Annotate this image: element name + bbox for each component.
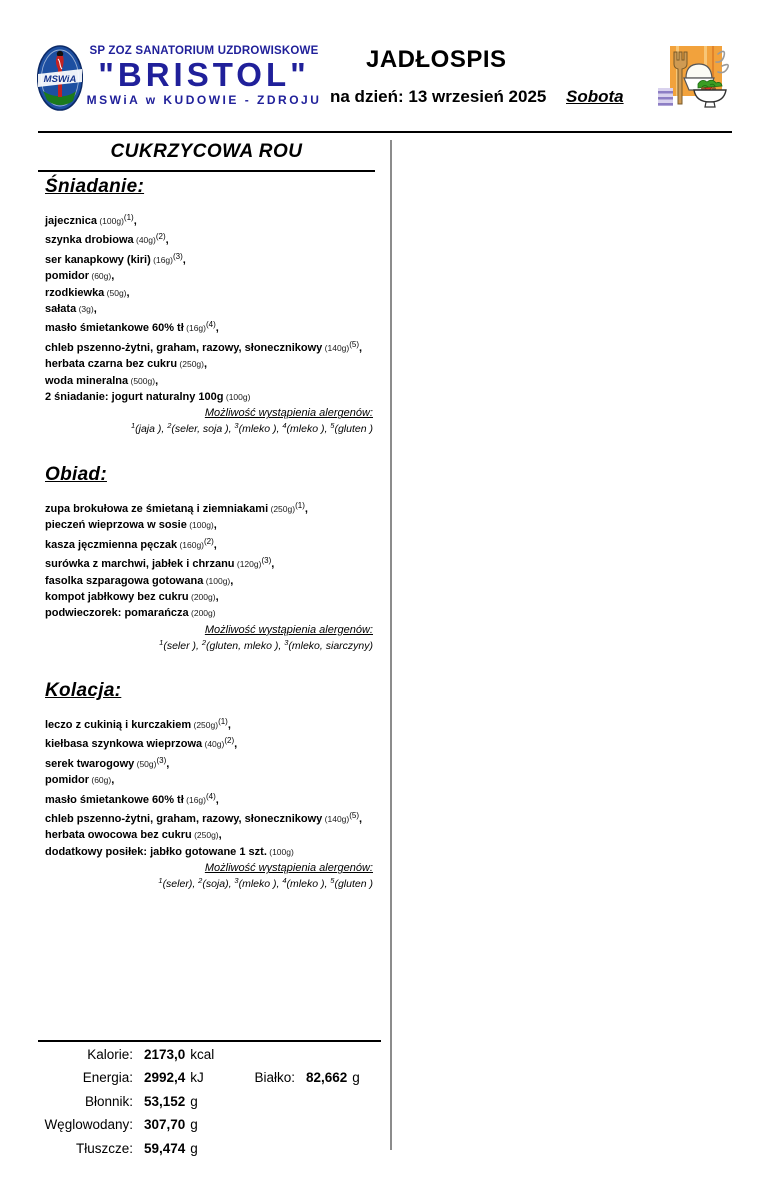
allergen-text: (gluten, mleko ),: [206, 639, 285, 652]
item-name: surówka z marchwi, jabłek i chrzanu: [45, 558, 235, 571]
item-name: serek twarogowy: [45, 757, 135, 770]
item-portion: (200g): [188, 608, 216, 619]
organisation-name-block: [84, 45, 324, 107]
item-portion: (250g): [268, 504, 296, 514]
menu-item: [45, 373, 375, 389]
nutrition-label: Kalorie:: [87, 1046, 133, 1062]
menu-item: [45, 285, 375, 301]
item-name: pomidor: [45, 774, 89, 787]
nutrition-unit: g: [190, 1117, 198, 1133]
item-separator: ,: [166, 757, 170, 770]
item-name: podwieczorek: pomarańcza: [45, 607, 189, 620]
item-name: kompot jabłkowy bez cukru: [45, 591, 189, 604]
menu-item: [45, 356, 375, 372]
item-separator: ,: [215, 793, 219, 806]
nutrition-unit: g: [190, 1140, 198, 1156]
item-separator: ,: [111, 774, 115, 787]
nutrition-row: [38, 1047, 381, 1071]
meal-heading-dinner: Kolacja:: [45, 680, 122, 701]
meal-clipart-icon: [656, 44, 738, 122]
diet-title-rule: [38, 170, 375, 172]
allergen-text: (mleko ),: [238, 878, 283, 891]
allergen-ref: (4): [206, 791, 216, 801]
item-separator: ,: [111, 270, 115, 283]
nutrition-value: 82,662: [306, 1070, 348, 1086]
item-name: chleb pszenno-żytni, graham, razowy, słonecznikowy: [45, 813, 323, 826]
item-portion: (120g): [234, 559, 262, 570]
item-name: pomidor: [45, 270, 89, 283]
item-separator: ,: [155, 374, 159, 387]
item-portion: (200g): [188, 592, 216, 603]
menu-item: [45, 844, 375, 860]
allergen-sup: 3: [284, 637, 289, 647]
nutrition-label: Białko:: [254, 1070, 295, 1086]
menu-item: [45, 553, 375, 572]
allergen-line-lunch: [45, 638, 375, 652]
meal-section-lunch: [45, 464, 375, 652]
menu-item: [45, 827, 375, 843]
item-separator: ,: [218, 829, 222, 842]
allergen-line-dinner: [45, 876, 375, 890]
item-portion: (40g): [202, 739, 225, 750]
item-portion: (250g): [191, 720, 219, 730]
item-separator: ,: [213, 538, 217, 551]
menu-item: [45, 753, 375, 772]
allergen-sup: 3: [234, 421, 239, 431]
meal-items-lunch: [45, 498, 375, 622]
org-name-bristol: "BRISTOL": [98, 56, 310, 93]
item-separator: ,: [271, 558, 275, 571]
meal-heading-lunch: Obiad:: [45, 464, 107, 485]
item-separator: ,: [230, 574, 234, 587]
nutrition-label: Węglowodany:: [44, 1117, 133, 1133]
menu-item: [45, 534, 375, 553]
menu-item: [45, 498, 375, 517]
allergen-ref: (4): [206, 320, 216, 330]
allergen-ref: (1): [295, 501, 305, 510]
allergen-text: (mleko ),: [286, 423, 331, 436]
header-divider-rule: [38, 131, 732, 133]
item-separator: ,: [204, 358, 208, 371]
item-portion: (140g): [322, 814, 350, 825]
allergen-text: (mleko ),: [238, 423, 283, 436]
item-name: sałata: [45, 303, 77, 316]
nutrition-value: 2173,0: [144, 1046, 186, 1062]
meal-items-breakfast: [45, 210, 375, 405]
allergen-sup: 5: [330, 876, 335, 886]
page-title: JADŁOSPIS: [366, 46, 507, 73]
item-portion: (100g): [186, 520, 214, 531]
item-separator: ,: [215, 591, 219, 604]
nutrition-row: [38, 1117, 381, 1141]
nutrition-value: 53,152: [144, 1093, 186, 1109]
org-name-line2: MSWiA w KUDOWIE - ZDROJU: [86, 93, 322, 107]
allergen-sup: 1: [130, 421, 136, 431]
menu-item: [45, 317, 375, 336]
menu-item: [45, 389, 375, 405]
item-name: kiełbasa szynkowa wieprzowa: [45, 738, 203, 751]
nutrition-value: 2992,4: [144, 1070, 186, 1086]
item-name: kasza jęczmienna pęczak: [45, 538, 178, 551]
nutrition-extra: [218, 1070, 360, 1085]
mswia-logo-graphic: [37, 45, 83, 111]
item-portion: (100g): [96, 216, 124, 226]
item-portion: (16g): [183, 794, 206, 805]
item-name: chleb pszenno-żytni, graham, razowy, słonecznikowy: [45, 341, 323, 354]
allergen-sup: 3: [234, 876, 239, 886]
nutrition-row: [38, 1094, 381, 1118]
item-name: herbata czarna bez cukru: [45, 358, 178, 371]
item-name: pieczeń wieprzowa w sosie: [45, 519, 187, 532]
meal-items-dinner: [45, 714, 375, 860]
allergen-text: (mleko, siarczyny): [288, 639, 373, 652]
item-portion: (16g): [183, 323, 206, 334]
allergen-ref: (5): [349, 339, 360, 349]
nutrition-label: Tłuszcze:: [75, 1140, 133, 1156]
allergen-sup: 2: [167, 421, 172, 431]
menu-item: [45, 268, 375, 284]
meal-heading-breakfast: Śniadanie:: [45, 176, 145, 197]
item-separator: ,: [182, 253, 186, 266]
allergen-sup: 1: [159, 637, 164, 647]
menu-item: [45, 733, 375, 752]
nutrition-value: 59,474: [144, 1140, 186, 1156]
allergen-text: (seler),: [162, 878, 199, 891]
item-portion: (40g): [133, 235, 156, 246]
allergen-ref: (2): [204, 536, 214, 546]
item-separator: ,: [227, 719, 231, 731]
menu-date: na dzień: 13 wrzesień 2025: [330, 87, 547, 106]
item-portion: (160g): [177, 539, 205, 550]
item-separator: ,: [93, 303, 97, 316]
item-portion: (50g): [134, 758, 157, 769]
meal-clipart-graphic: [656, 44, 738, 122]
item-portion: (140g): [322, 342, 350, 353]
allergen-title-breakfast: Możliwość wystąpienia alergenów:: [204, 407, 373, 420]
menu-item: [45, 573, 375, 589]
allergen-title-dinner: Możliwość wystąpienia alergenów:: [204, 862, 373, 875]
item-portion: (16g): [150, 254, 173, 265]
menu-item: [45, 808, 375, 827]
nutrition-unit: kJ: [190, 1070, 204, 1086]
item-portion: (500g): [128, 375, 156, 386]
nutrition-label: Błonnik:: [84, 1093, 133, 1109]
allergen-sup: 5: [330, 421, 335, 431]
allergen-text: (gluten ): [334, 878, 373, 891]
allergen-ref: (3): [156, 755, 167, 765]
meal-section-breakfast: [45, 176, 375, 435]
item-separator: ,: [304, 503, 308, 515]
item-separator: ,: [165, 234, 169, 247]
allergen-ref: (2): [224, 736, 235, 746]
allergen-sup: 4: [282, 421, 287, 431]
menu-item: [45, 301, 375, 317]
item-name: rzodkiewka: [45, 286, 105, 299]
item-name: woda mineralna: [45, 374, 129, 387]
allergen-text: (seler ),: [163, 639, 202, 652]
item-name: masło śmietankowe 60% tł: [45, 322, 184, 335]
item-name: fasolka szparagowa gotowana: [45, 574, 204, 587]
nutrition-unit: g: [190, 1093, 198, 1109]
item-separator: ,: [359, 341, 363, 354]
item-name: leczo z cukinią i kurczakiem: [45, 719, 192, 731]
item-separator: ,: [215, 322, 219, 335]
item-portion: (3g): [76, 304, 94, 315]
item-portion: (100g): [223, 392, 251, 403]
allergen-sup: 1: [158, 876, 163, 886]
mswia-logo-text: MSWiA: [43, 74, 77, 85]
item-separator: ,: [234, 738, 238, 751]
item-name: 2 śniadanie: jogurt naturalny 100g: [45, 391, 224, 404]
allergen-ref: (3): [173, 251, 183, 261]
nutrition-rows: [38, 1047, 381, 1165]
allergen-title-lunch: Możliwość wystąpienia alergenów:: [204, 623, 373, 636]
menu-item: [45, 229, 375, 248]
allergen-text: (gluten ): [334, 423, 373, 436]
column-divider: [390, 140, 392, 1150]
org-name-line1: SP ZOZ SANATORIUM UZDROWISKOWE: [89, 45, 319, 57]
allergen-line-breakfast: [45, 421, 375, 435]
allergen-ref: (1): [123, 213, 134, 222]
day-of-week: Sobota: [566, 87, 624, 106]
menu-item: [45, 714, 375, 733]
item-name: ser kanapkowy (kiri): [45, 253, 151, 266]
menu-item: [45, 249, 375, 268]
allergen-text: (soja),: [202, 878, 235, 891]
allergen-text: (seler, soja ),: [171, 423, 235, 436]
allergen-sup: 2: [201, 637, 207, 647]
nutrition-rule: [38, 1040, 381, 1042]
item-portion: (100g): [266, 846, 294, 857]
item-separator: ,: [213, 519, 217, 532]
meal-section-dinner: [45, 680, 375, 890]
item-portion: (50g): [104, 287, 127, 298]
nutrition-row: [38, 1141, 381, 1165]
menu-item: [45, 789, 375, 808]
allergen-ref: (3): [261, 556, 272, 566]
allergen-ref: (2): [155, 232, 166, 242]
nutrition-summary: [38, 1040, 381, 1164]
item-name: szynka drobiowa: [45, 234, 134, 247]
item-name: dodatkowy posiłek: jabłko gotowane 1 szt.: [45, 845, 267, 858]
menu-item: [45, 337, 375, 356]
item-name: jajecznica: [45, 215, 97, 227]
menu-item: [45, 589, 375, 605]
allergen-text: (jaja ),: [135, 423, 168, 436]
item-portion: (60g): [89, 271, 112, 282]
item-portion: (100g): [203, 575, 231, 586]
nutrition-value: 307,70: [144, 1117, 186, 1133]
menu-item: [45, 605, 375, 621]
item-separator: ,: [359, 813, 363, 826]
mswia-logo: [37, 45, 83, 111]
allergen-sup: 2: [198, 876, 203, 886]
item-name: masło śmietankowe 60% tł: [45, 793, 184, 806]
menu-item: [45, 517, 375, 533]
nutrition-unit: g: [352, 1070, 360, 1086]
item-portion: (250g): [191, 830, 219, 841]
allergen-sup: 4: [282, 876, 287, 886]
allergen-ref: (1): [218, 717, 228, 726]
nutrition-label: Energia:: [82, 1070, 133, 1086]
nutrition-row: [38, 1070, 381, 1094]
menu-item: [45, 772, 375, 788]
allergen-ref: (5): [349, 811, 360, 821]
menu-item: [45, 210, 375, 229]
item-portion: (60g): [89, 775, 112, 786]
item-portion: (250g): [177, 359, 204, 370]
diet-title: CUKRZYCOWA ROU: [110, 141, 303, 162]
allergen-text: (mleko ),: [286, 878, 331, 891]
item-separator: ,: [133, 215, 137, 227]
nutrition-unit: kcal: [190, 1046, 215, 1062]
item-name: herbata owocowa bez cukru: [45, 829, 192, 842]
item-separator: ,: [126, 286, 130, 299]
item-name: zupa brokułowa ze śmietaną i ziemniakami: [45, 503, 269, 515]
